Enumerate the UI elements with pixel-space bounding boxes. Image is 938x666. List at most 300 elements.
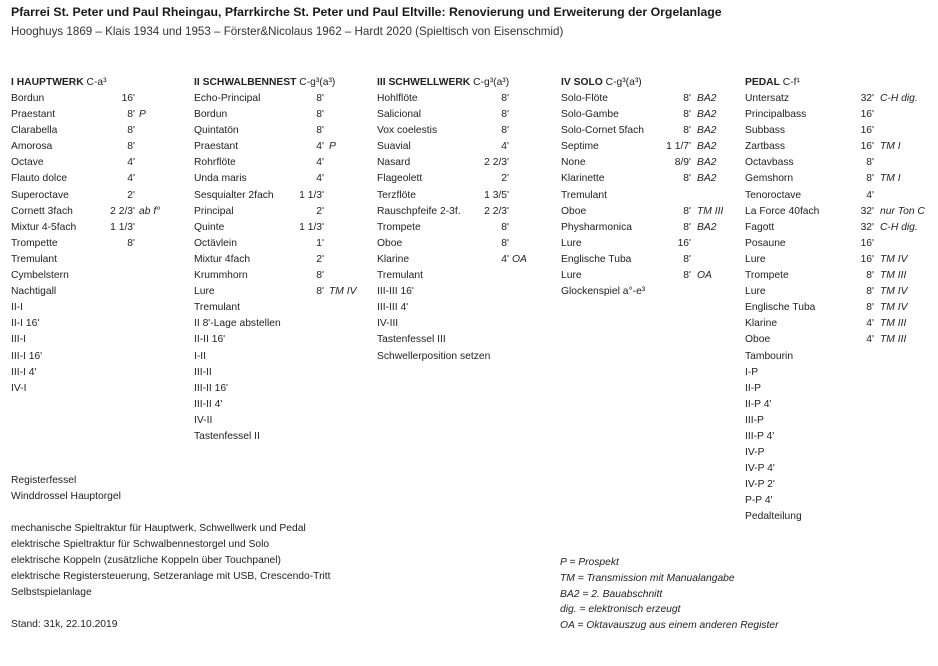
division-range: C-a³ — [86, 77, 107, 88]
stop-row — [194, 204, 335, 220]
stop-row — [11, 381, 107, 397]
stop-name: Nachtigall — [11, 286, 57, 298]
stop-name: Vox coelestis — [377, 125, 438, 137]
stop-row — [194, 220, 335, 236]
stop-name: Octavbass — [745, 157, 794, 169]
stop-name: Flageolett — [377, 173, 423, 185]
stop-row — [745, 509, 800, 525]
stop-row — [745, 220, 918, 236]
stop-row — [745, 268, 907, 284]
stop-name: Tastenfessel II — [194, 430, 260, 442]
stop-name: Principal — [194, 205, 234, 217]
stop-pitch: 8' — [866, 286, 874, 298]
stop-row — [745, 349, 800, 365]
stop-pitch: 4' — [866, 318, 874, 330]
stop-name: La Force 40fach — [745, 205, 820, 217]
stop-name: III-III 4' — [377, 302, 409, 314]
stop-row — [194, 316, 335, 332]
stop-annotation: BA2 — [697, 125, 717, 137]
stop-name: Klarinette — [561, 173, 605, 185]
stop-row — [745, 445, 800, 461]
note-line: elektrische Koppeln (zusätzliche Koppeln über Touchpanel) — [11, 555, 281, 566]
stop-row — [561, 236, 691, 252]
stop-name: Salicional — [377, 109, 422, 121]
stop-annotation: OA — [512, 253, 527, 265]
stop-name: Lure — [745, 286, 766, 298]
stop-row — [11, 236, 135, 252]
stop-row — [11, 284, 107, 300]
stop-row — [11, 155, 135, 171]
stop-pitch: 8' — [683, 205, 691, 217]
stop-row — [745, 461, 800, 477]
stop-annotation: BA2 — [697, 221, 717, 233]
division-name: II SCHWALBENNEST — [194, 77, 297, 88]
stop-pitch: 32' — [860, 221, 874, 233]
stop-row — [11, 188, 135, 204]
stop-name: Lure — [194, 286, 215, 298]
stop-row — [194, 171, 335, 187]
division-column — [377, 75, 527, 365]
note-line: elektrische Spieltraktur für Schwalbennestorgel und Solo — [11, 539, 270, 550]
stop-row — [377, 316, 509, 332]
stop-pitch: 8' — [501, 221, 509, 233]
stop-pitch: 8' — [683, 109, 691, 121]
stop-name: Echo-Principal — [194, 93, 261, 104]
stop-row — [194, 284, 357, 300]
stop-pitch: 8' — [683, 270, 691, 282]
stop-name: Lure — [745, 253, 766, 265]
stop-pitch: 4' — [866, 334, 874, 346]
stop-name: Superoctave — [11, 189, 69, 201]
stop-name: Klarine — [377, 253, 410, 265]
stop-name: Tremulant — [377, 270, 423, 282]
notes-section — [11, 521, 331, 601]
stop-pitch: 8' — [316, 109, 324, 121]
stop-name: Gemshorn — [745, 173, 794, 185]
stop-pitch: 4' — [316, 157, 324, 169]
stop-pitch: 2' — [501, 173, 509, 185]
division-heading — [194, 75, 335, 91]
stand-date: Stand: 31k, 22.10.2019 — [11, 619, 118, 630]
stop-name: III-III 16' — [377, 286, 414, 298]
stop-name: Amorosa — [11, 141, 53, 153]
legend-item: OA = Oktavauszug aus einem anderen Register — [560, 620, 779, 632]
stop-name: II-II 16' — [194, 334, 226, 346]
stop-row — [11, 107, 146, 123]
stop-row — [194, 91, 335, 107]
stop-row — [745, 397, 800, 413]
stop-name: Terzflöte — [377, 189, 416, 201]
stop-name: Clarabella — [11, 125, 58, 137]
stop-row — [11, 139, 135, 155]
stop-pitch: 16' — [860, 237, 874, 249]
stop-pitch: 4' — [316, 141, 324, 153]
stop-name: III-I 4' — [11, 366, 37, 378]
stop-annotation: TM IV — [329, 286, 357, 298]
stop-pitch: 16' — [677, 237, 691, 249]
stop-name: Quintatön — [194, 125, 239, 137]
stop-row — [194, 155, 335, 171]
stop-name: Oboe — [561, 205, 587, 217]
stop-annotation: TM IV — [880, 253, 908, 265]
stop-pitch: 8' — [316, 270, 324, 282]
stop-pitch: 8' — [316, 125, 324, 137]
stop-pitch: 8' — [501, 93, 509, 104]
page-subtitle: Hooghuys 1869 – Klais 1934 und 1953 – Förster&Nicolaus 1962 – Hardt 2020 (Spieltisch von Eisenschmid) — [11, 25, 564, 38]
stop-pitch: 8' — [316, 286, 324, 298]
stop-name: Praestant — [194, 141, 239, 153]
stop-row — [377, 252, 527, 268]
stop-pitch: 1 1/7' — [666, 141, 691, 153]
stop-pitch: 32' — [860, 93, 874, 104]
stop-row — [561, 284, 646, 300]
legend-item: BA2 = 2. Bauabschnitt — [560, 588, 663, 600]
stop-name: Flauto dolce — [11, 173, 68, 185]
stop-name: Suavial — [377, 141, 411, 153]
stop-name: IV-III — [377, 318, 399, 330]
stop-row — [561, 155, 717, 171]
stop-name: Fagott — [745, 221, 775, 233]
legend-item: P = Prospekt — [560, 557, 619, 568]
stop-annotation: BA2 — [697, 157, 717, 169]
stop-name: Rohrflöte — [194, 157, 236, 169]
stop-pitch: 8' — [501, 125, 509, 137]
stop-name: III-II 16' — [194, 382, 229, 394]
division-heading — [745, 75, 800, 91]
stop-row — [11, 171, 135, 187]
stop-pitch: 8' — [683, 253, 691, 265]
stop-pitch: 16' — [121, 93, 135, 104]
stop-name: III-P 4' — [745, 430, 775, 442]
stop-pitch: 4' — [866, 189, 874, 201]
stop-annotation: TM IV — [880, 302, 908, 314]
stop-pitch: 1 1/3' — [299, 221, 324, 233]
stop-row — [745, 300, 908, 316]
stop-row — [377, 123, 509, 139]
division-name: PEDAL — [745, 77, 780, 88]
stop-row — [561, 188, 642, 204]
stop-row — [377, 349, 509, 365]
stop-name: Hohlflöte — [377, 93, 418, 104]
stop-row — [377, 155, 509, 171]
stop-name: Bordun — [194, 109, 228, 121]
stop-annotation: BA2 — [697, 93, 717, 104]
stop-row — [745, 381, 800, 397]
stop-name: Tastenfessel III — [377, 334, 446, 346]
stop-row — [377, 91, 509, 107]
stop-name: Tenoroctave — [745, 189, 802, 201]
legend-item: TM = Transmission mit Manualangabe — [560, 572, 735, 584]
stop-name: Rauschpfeife 2-3f. — [377, 205, 461, 217]
stop-name: Schwellerposition setzen — [377, 350, 491, 362]
stop-name: Tremulant — [11, 253, 57, 265]
stop-pitch: 4' — [127, 157, 135, 169]
stop-name: Untersatz — [745, 93, 790, 104]
stop-row — [194, 252, 335, 268]
legend-item: dig. = elektronisch erzeugt — [560, 604, 681, 616]
stop-name: Trompete — [745, 270, 789, 282]
stop-name: Klarine — [745, 318, 778, 330]
stop-row — [194, 188, 335, 204]
stop-pitch: 8' — [866, 302, 874, 314]
stop-pitch: 8' — [683, 125, 691, 137]
stop-row — [194, 381, 335, 397]
stop-name: Octave — [11, 157, 44, 169]
stop-pitch: 8' — [501, 109, 509, 121]
stop-name: IV-I — [11, 382, 27, 394]
stop-name: Cornett 3fach — [11, 205, 73, 217]
stop-row — [194, 300, 335, 316]
stop-row — [11, 332, 107, 348]
stop-pitch: 4' — [501, 253, 509, 265]
stop-name: Physharmonica — [561, 221, 632, 233]
stop-row — [11, 349, 107, 365]
stop-row — [377, 300, 509, 316]
stop-name: None — [561, 157, 586, 169]
stop-annotation: ab f° — [139, 205, 161, 217]
stop-pitch: 4' — [316, 173, 324, 185]
stop-pitch: 8' — [683, 93, 691, 104]
stop-name: Lure — [561, 270, 582, 282]
stop-pitch: 8' — [127, 237, 135, 249]
stop-pitch: 8' — [127, 109, 135, 121]
stop-row — [11, 252, 107, 268]
division-heading — [11, 75, 107, 91]
stop-row — [745, 365, 800, 381]
stop-name: Solo-Cornet 5fach — [561, 125, 644, 137]
stop-row — [194, 236, 335, 252]
stop-row — [11, 365, 107, 381]
stop-pitch: 2 2/3' — [110, 205, 135, 217]
stop-annotation: TM I — [880, 141, 901, 153]
stop-row — [377, 107, 509, 123]
stop-row — [561, 171, 717, 187]
stop-pitch: 16' — [860, 125, 874, 137]
division-range: C-g³(a³) — [605, 77, 642, 88]
stop-row — [561, 107, 717, 123]
stop-pitch: 4' — [127, 173, 135, 185]
stop-row — [377, 139, 509, 155]
stop-row — [745, 204, 925, 220]
stop-row — [745, 155, 874, 171]
stop-row — [377, 268, 509, 284]
stop-pitch: 8' — [127, 141, 135, 153]
stop-row — [194, 365, 335, 381]
stop-annotation: TM III — [697, 205, 724, 217]
stop-name: Quinte — [194, 221, 225, 233]
general-section — [11, 473, 121, 505]
stop-pitch: 8' — [683, 221, 691, 233]
stop-name: Mixtur 4fach — [194, 253, 251, 265]
stop-pitch: 1' — [316, 237, 324, 249]
stop-annotation: C-H dig. — [880, 221, 918, 233]
stop-pitch: 16' — [860, 141, 874, 153]
stop-name: Subbass — [745, 125, 786, 137]
stop-pitch: 8' — [866, 270, 874, 282]
stop-name: Cymbelstern — [11, 270, 69, 282]
stop-pitch: 1 3/5' — [484, 189, 509, 201]
stop-row — [194, 397, 335, 413]
stop-row — [745, 493, 800, 509]
stop-row — [745, 477, 800, 493]
stop-name: Oboe — [745, 334, 771, 346]
stop-name: II 8'-Lage abstellen — [194, 318, 281, 330]
stop-pitch: 4' — [501, 141, 509, 153]
stop-name: Krummhorn — [194, 270, 248, 282]
stop-row — [11, 300, 107, 316]
stop-row — [745, 171, 901, 187]
stop-pitch: 8' — [316, 93, 324, 104]
note-line: elektrische Registersteuerung, Setzeranlage mit USB, Crescendo-Tritt — [11, 571, 331, 582]
stop-row — [11, 204, 161, 220]
stop-row — [11, 268, 107, 284]
stop-annotation: BA2 — [697, 173, 717, 185]
stop-name: III-II 4' — [194, 398, 223, 410]
stop-name: Solo-Flöte — [561, 93, 608, 104]
stop-row — [561, 139, 717, 155]
stop-name: Glockenspiel a°-e³ — [561, 286, 646, 298]
stop-name: II-P — [745, 382, 762, 394]
stop-pitch: 2 2/3' — [484, 157, 509, 169]
stop-pitch: 32' — [860, 205, 874, 217]
stop-pitch: 1 1/3' — [110, 221, 135, 233]
stop-row — [745, 413, 800, 429]
stop-row — [561, 268, 712, 284]
stop-row — [194, 429, 335, 445]
stop-pitch: 2' — [316, 205, 324, 217]
stop-row — [745, 316, 907, 332]
division-range: C-g³(a³) — [473, 77, 510, 88]
stop-name: Tremulant — [194, 302, 240, 314]
stop-name: II-I — [11, 302, 24, 314]
stop-row — [194, 107, 335, 123]
stop-row — [745, 188, 874, 204]
stop-row — [377, 332, 509, 348]
stop-row — [11, 316, 107, 332]
stop-row — [377, 171, 509, 187]
stop-row — [745, 429, 800, 445]
division-heading — [377, 75, 509, 91]
stop-annotation: P — [139, 109, 146, 121]
stop-row — [194, 332, 335, 348]
stop-name: III-II — [194, 366, 212, 378]
stop-row — [561, 220, 717, 236]
stop-row — [561, 123, 717, 139]
stop-name: III-I — [11, 334, 26, 346]
stop-name: Praestant — [11, 109, 56, 121]
stop-name: Tambourin — [745, 350, 794, 362]
stop-pitch: 2' — [316, 253, 324, 265]
stop-name: P-P 4' — [745, 495, 773, 507]
stop-name: Tremulant — [561, 189, 607, 201]
stop-annotation: TM I — [880, 173, 901, 185]
stop-annotation: TM III — [880, 270, 907, 282]
stop-row — [11, 220, 135, 236]
stop-pitch: 2' — [127, 189, 135, 201]
general-item: Registerfessel — [11, 475, 77, 486]
stop-annotation: TM III — [880, 318, 907, 330]
stop-pitch: 16' — [860, 109, 874, 121]
stop-name: Pedalteilung — [745, 511, 802, 523]
stop-name: Mixtur 4-5fach — [11, 221, 77, 233]
stop-pitch: 8' — [683, 173, 691, 185]
stop-name: Nasard — [377, 157, 411, 169]
stop-row — [745, 252, 908, 268]
stop-row — [745, 91, 918, 107]
stop-annotation: P — [329, 141, 336, 153]
stop-row — [745, 123, 874, 139]
stop-annotation: TM III — [880, 334, 907, 346]
division-name: III SCHWELLWERK — [377, 77, 471, 88]
stop-row — [745, 284, 908, 300]
division-range: C-g³(a³) — [299, 77, 336, 88]
stop-name: Unda maris — [194, 173, 247, 185]
stop-name: Solo-Gambe — [561, 109, 619, 121]
stop-row — [194, 413, 335, 429]
division-column — [561, 75, 724, 300]
note-line: Selbstspielanlage — [11, 587, 92, 598]
stop-name: Lure — [561, 237, 582, 249]
stop-row — [194, 123, 335, 139]
stop-row — [11, 91, 135, 107]
division-range: C-f¹ — [782, 77, 800, 88]
stop-name: Sesquialter 2fach — [194, 189, 274, 201]
stop-name: Englische Tuba — [561, 253, 632, 265]
stop-name: III-I 16' — [11, 350, 43, 362]
division-column — [194, 75, 357, 445]
stop-annotation: BA2 — [697, 109, 717, 121]
stop-name: Trompette — [11, 237, 58, 249]
stop-row — [194, 139, 335, 155]
stop-row — [11, 123, 135, 139]
stop-name: II-P 4' — [745, 398, 772, 410]
page-title: Pfarrei St. Peter und Paul Rheingau, Pfarrkirche St. Peter und Paul Eltville: Renovierung und Erweiterung der Orgelanlage — [11, 5, 722, 19]
stop-pitch: 8' — [127, 125, 135, 137]
stop-row — [377, 236, 509, 252]
stop-pitch: 2 2/3' — [484, 205, 509, 217]
division-heading — [561, 75, 642, 91]
stop-annotation: nur Ton C — [880, 205, 925, 217]
stop-name: Septime — [561, 141, 599, 153]
stop-name: I-P — [745, 366, 759, 378]
stop-row — [745, 236, 874, 252]
stop-name: I-II — [194, 350, 207, 362]
stop-row — [561, 204, 724, 220]
stop-row — [745, 139, 901, 155]
stop-row — [377, 284, 509, 300]
stop-row — [745, 107, 874, 123]
stop-name: Principalbass — [745, 109, 807, 121]
stop-name: IV-P — [745, 447, 765, 459]
stop-name: Bordun — [11, 93, 45, 104]
division-column — [745, 75, 925, 526]
legend — [560, 555, 779, 634]
note-line: mechanische Spieltraktur für Hauptwerk, Schwellwerk und Pedal — [11, 523, 306, 534]
division-name: I HAUPTWERK — [11, 77, 84, 88]
stop-pitch: 8' — [501, 237, 509, 249]
stop-pitch: 16' — [860, 253, 874, 265]
division-name: IV SOLO — [561, 77, 603, 88]
stop-name: Oboe — [377, 237, 403, 249]
stop-pitch: 8' — [866, 173, 874, 185]
stop-name: Trompete — [377, 221, 421, 233]
stop-row — [561, 91, 717, 107]
division-column — [11, 75, 161, 397]
stop-name: Englische Tuba — [745, 302, 816, 314]
stop-annotation: BA2 — [697, 141, 717, 153]
stop-pitch: 8' — [866, 157, 874, 169]
stop-pitch: 8/9' — [674, 157, 691, 169]
